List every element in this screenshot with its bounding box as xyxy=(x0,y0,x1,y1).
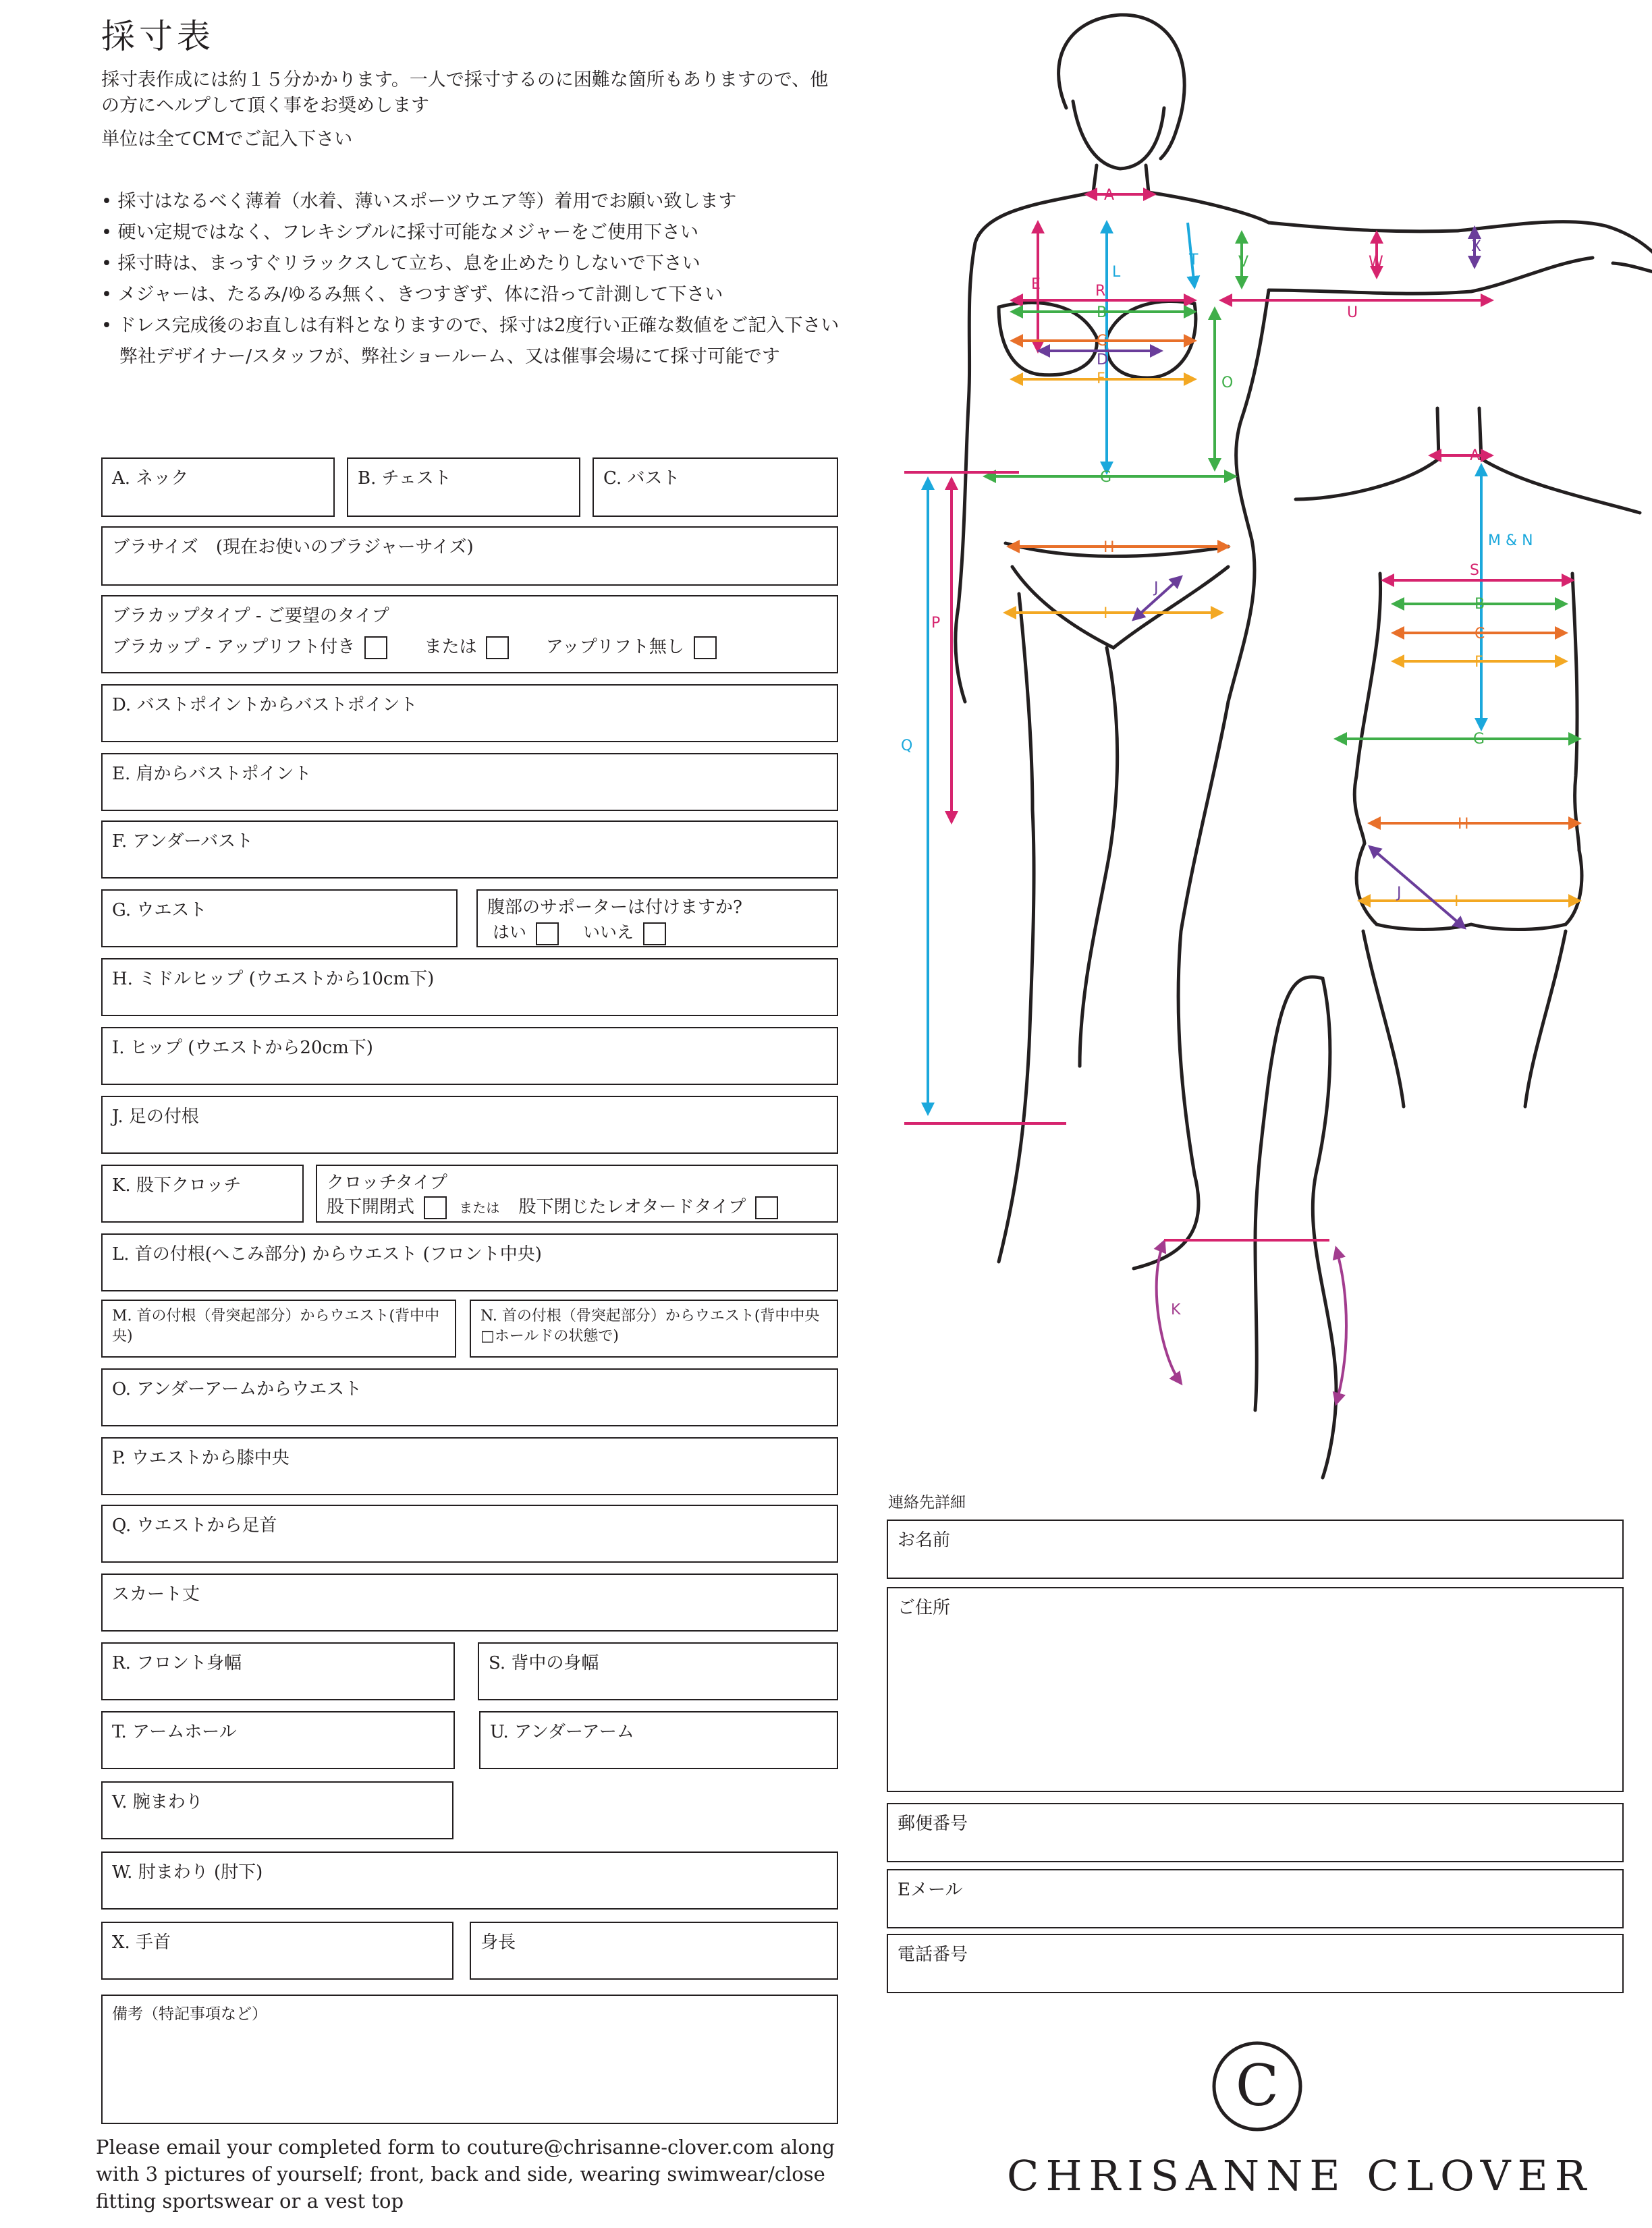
label-c: C xyxy=(1097,333,1107,350)
no-label: いいえ xyxy=(582,922,634,942)
or-label: または xyxy=(459,1200,500,1216)
side-line-k2 xyxy=(1336,1248,1346,1403)
side-label-k: K xyxy=(1171,1302,1181,1318)
front-torso-right xyxy=(1149,192,1458,231)
label-x: X xyxy=(1471,238,1482,255)
brand-monogram-icon xyxy=(1211,2040,1303,2132)
front-hand xyxy=(1458,222,1652,277)
label-l: L xyxy=(1112,264,1121,281)
crotch-closed-label: 股下閉じたレオタードタイプ xyxy=(518,1197,746,1217)
field-chest[interactable] xyxy=(347,457,580,517)
instruction-item: 弊社デザイナー/スタッフが、弊社ショールーム、又は催事会場にて採寸可能です xyxy=(101,346,780,367)
field-label: S. 背中の身幅 xyxy=(489,1653,599,1673)
field-label: お名前 xyxy=(898,1530,951,1551)
label-w: W xyxy=(1369,254,1383,271)
field-underbust[interactable] xyxy=(101,820,838,879)
field-bra-cup-type xyxy=(101,595,838,673)
label-e: E xyxy=(1031,276,1041,293)
front-figure xyxy=(956,15,1652,1269)
contact-phone-field[interactable] xyxy=(887,1934,1624,1993)
instruction-item: • 採寸時は、まっすぐリラックスして立ち、息を止めたりしないで下さい xyxy=(101,253,700,274)
field-label: 郵便番号 xyxy=(898,1814,968,1834)
field-crotch[interactable] xyxy=(101,1165,304,1223)
label-a: A xyxy=(1104,187,1115,204)
field-wrist[interactable] xyxy=(101,1922,453,1980)
back-label-f: F xyxy=(1475,654,1483,671)
field-shoulder-bust[interactable] xyxy=(101,753,838,811)
field-label: K. 股下クロッチ xyxy=(112,1175,242,1196)
field-label: O. アンダーアームからウエスト xyxy=(112,1379,362,1399)
field-label: スカート丈 xyxy=(112,1584,200,1605)
field-label: Q. ウエストから足首 xyxy=(112,1515,277,1536)
side-back xyxy=(1269,977,1336,1478)
field-waist-to-ankle[interactable] xyxy=(101,1505,838,1563)
field-bra-size[interactable] xyxy=(101,526,838,586)
label-g: G xyxy=(1100,469,1112,486)
field-skirt-length[interactable] xyxy=(101,1573,838,1632)
field-label: ブラカップタイプ - ご要望のタイプ xyxy=(112,606,389,626)
front-face xyxy=(1073,101,1164,169)
back-torso-left xyxy=(1354,574,1380,843)
measurement-lines xyxy=(904,194,1579,1403)
uplift-checkbox[interactable] xyxy=(364,636,387,659)
field-label: E. 肩からバストポイント xyxy=(112,764,312,784)
label-r: R xyxy=(1095,283,1106,300)
label-b: B xyxy=(1097,304,1107,321)
field-label: N. 首の付根（骨突起部分）からウエスト(背中中央□ホールドの状態で) xyxy=(480,1308,820,1345)
yes-checkbox[interactable] xyxy=(536,922,559,945)
crotch-closed-checkbox[interactable] xyxy=(755,1196,778,1219)
back-label-b: B xyxy=(1475,596,1485,613)
back-label-j: J xyxy=(1397,885,1402,901)
uplift-or-checkbox[interactable] xyxy=(486,636,509,659)
back-line-j xyxy=(1370,847,1464,928)
field-label: C. バスト xyxy=(603,468,680,489)
label-p: P xyxy=(931,615,941,632)
field-label: W. 肘まわり (肘下) xyxy=(112,1862,263,1883)
back-label-i: I xyxy=(1454,893,1459,910)
field-height[interactable] xyxy=(470,1922,838,1980)
label-f: F xyxy=(1097,370,1105,387)
label-h: H xyxy=(1103,539,1115,556)
contact-name-field[interactable] xyxy=(887,1520,1624,1579)
field-label: 電話番号 xyxy=(898,1945,968,1965)
field-label: L. 首の付根(へこみ部分) からウエスト (フロント中央) xyxy=(112,1244,542,1264)
label-j: J xyxy=(1154,580,1159,596)
option-uplift-label: ブラカップ - アップリフト付き xyxy=(112,637,356,657)
field-neck[interactable] xyxy=(101,457,335,517)
front-side-right xyxy=(1228,290,1269,702)
field-underarm[interactable] xyxy=(479,1711,838,1769)
instruction-list xyxy=(101,186,850,372)
label-u: U xyxy=(1347,304,1358,321)
instruction-item: • ドレス完成後のお直しは有料となりますので、採寸は2度行い正確な数値をご記入下さい xyxy=(101,315,839,336)
front-arm-upper xyxy=(1269,258,1593,294)
field-label: A. ネック xyxy=(112,468,189,489)
side-figure xyxy=(1255,977,1336,1478)
contact-postal-field[interactable] xyxy=(887,1803,1624,1862)
field-leg-base[interactable] xyxy=(101,1096,838,1154)
brand-name: CHRISANNE CLOVER xyxy=(1007,2151,1593,2200)
page-title: 採寸表 xyxy=(101,17,215,56)
back-label-s: S xyxy=(1470,562,1479,579)
back-hips xyxy=(1356,843,1582,930)
instruction-item: • 硬い定規ではなく、フレキシブルに採寸可能なメジャーをご使用下さい xyxy=(101,222,698,243)
field-label: T. アームホール xyxy=(112,1722,237,1742)
field-label: F. アンダーバスト xyxy=(112,831,254,852)
field-label: P. ウエストから膝中央 xyxy=(112,1448,290,1468)
field-neck-to-waist-front[interactable] xyxy=(101,1233,838,1291)
or-label: または xyxy=(424,637,477,657)
label-t: T xyxy=(1189,252,1199,269)
monogram-letter: C xyxy=(1235,2053,1279,2119)
field-label: クロッチタイプ xyxy=(327,1173,447,1193)
field-label: J. 足の付根 xyxy=(112,1107,199,1127)
front-leg-inner xyxy=(1080,648,1118,1066)
field-neck-to-waist-back-hold[interactable] xyxy=(470,1300,838,1358)
back-shoulders xyxy=(1296,459,1640,513)
back-label-c: C xyxy=(1475,625,1485,642)
front-bikini-bottom xyxy=(1006,543,1228,648)
field-tummy-support xyxy=(476,889,838,947)
field-label: R. フロント身幅 xyxy=(112,1653,242,1673)
back-figure xyxy=(1296,408,1640,1107)
front-leg-right xyxy=(1134,702,1228,1269)
back-torso-right xyxy=(1572,574,1579,850)
field-label: I. ヒップ (ウエストから20cm下) xyxy=(112,1038,373,1058)
field-label: 身長 xyxy=(480,1932,516,1953)
field-front-width[interactable] xyxy=(101,1642,455,1700)
contact-heading: 連絡先詳細 xyxy=(888,1494,966,1511)
tummy-options xyxy=(493,919,673,945)
crotch-open-label: 股下開閉式 xyxy=(327,1197,415,1217)
instruction-item: • 採寸はなるべく薄着（水着、薄いスポーツウエア等）着用でお願い致します xyxy=(101,191,737,212)
field-label: B. チェスト xyxy=(358,468,451,489)
option-no-uplift-label: アップリフト無し xyxy=(545,637,684,657)
field-waist-to-knee[interactable] xyxy=(101,1437,838,1495)
field-label: D. バストポイントからバストポイント xyxy=(112,695,418,715)
field-waist[interactable] xyxy=(101,889,458,947)
contact-address-field[interactable] xyxy=(887,1587,1624,1792)
field-bust[interactable] xyxy=(593,457,838,517)
label-d: D xyxy=(1097,352,1108,368)
label-v: V xyxy=(1238,254,1249,271)
front-leg-left xyxy=(999,594,1034,1262)
field-crotch-type xyxy=(316,1165,838,1223)
body-measurement-diagram xyxy=(864,0,1652,1484)
field-armhole[interactable] xyxy=(101,1711,455,1769)
field-bust-point[interactable] xyxy=(101,684,838,742)
yes-label: はい xyxy=(493,922,527,942)
field-hip[interactable] xyxy=(101,1027,838,1085)
back-label-mn: M & N xyxy=(1488,532,1533,549)
bra-cup-options xyxy=(112,633,723,659)
field-label: 備考（特記事項など） xyxy=(112,2005,267,2023)
field-notes[interactable] xyxy=(101,1995,838,2124)
back-leg xyxy=(1363,931,1566,1107)
intro-text: 採寸表作成には約１５分かかります。一人で採寸するのに困難な箇所もありますので、他の方にヘルプして頂く事をお奨めします xyxy=(101,69,829,116)
back-label-h: H xyxy=(1458,816,1469,833)
side-front xyxy=(1255,1080,1269,1410)
back-label-g: G xyxy=(1473,731,1485,748)
field-elbow[interactable] xyxy=(101,1851,838,1910)
field-label: U. アンダーアーム xyxy=(490,1722,634,1742)
field-neck-to-waist-back[interactable] xyxy=(101,1300,456,1358)
field-label: H. ミドルヒップ (ウエストから10cm下) xyxy=(112,969,435,989)
instruction-item: • メジャーは、たるみ/ゆるみ無く、きつすぎず、体に沿って計測して下さい xyxy=(101,284,723,305)
footer-instructions: Please email your completed form to couture@chrisanne-clover.com along with 3 pictures of yourself; front, back and side, wearing swimwear/close fitting sportswear or a vest top xyxy=(96,2136,835,2212)
field-label: M. 首の付根（骨突起部分）からウエスト(背中中央) xyxy=(112,1308,440,1345)
field-label: 腹部のサポーターは付けますか? xyxy=(487,897,742,918)
no-checkbox[interactable] xyxy=(643,922,666,945)
front-hair xyxy=(1059,15,1185,159)
field-label: X. 手首 xyxy=(112,1932,171,1953)
field-underarm-to-waist[interactable] xyxy=(101,1368,838,1426)
field-label: Eメール xyxy=(898,1880,963,1900)
crotch-options xyxy=(327,1193,785,1219)
unit-note: 単位は全てCMでご記入下さい xyxy=(101,129,353,150)
no-uplift-checkbox[interactable] xyxy=(694,636,717,659)
label-o: O xyxy=(1221,374,1234,391)
crotch-open-checkbox[interactable] xyxy=(424,1196,447,1219)
field-arm-circumference[interactable] xyxy=(101,1781,453,1839)
field-label: V. 腕まわり xyxy=(112,1792,203,1812)
contact-email-field[interactable] xyxy=(887,1869,1624,1928)
field-label: G. ウエスト xyxy=(112,900,207,920)
back-label-a: A xyxy=(1470,447,1481,464)
field-back-width[interactable] xyxy=(478,1642,838,1700)
label-q: Q xyxy=(901,737,913,754)
field-middle-hip[interactable] xyxy=(101,958,838,1016)
label-i: I xyxy=(1103,605,1108,622)
field-label: ブラサイズ (現在お使いのブラジャーサイズ) xyxy=(112,537,474,557)
field-label: ご住所 xyxy=(898,1598,951,1618)
